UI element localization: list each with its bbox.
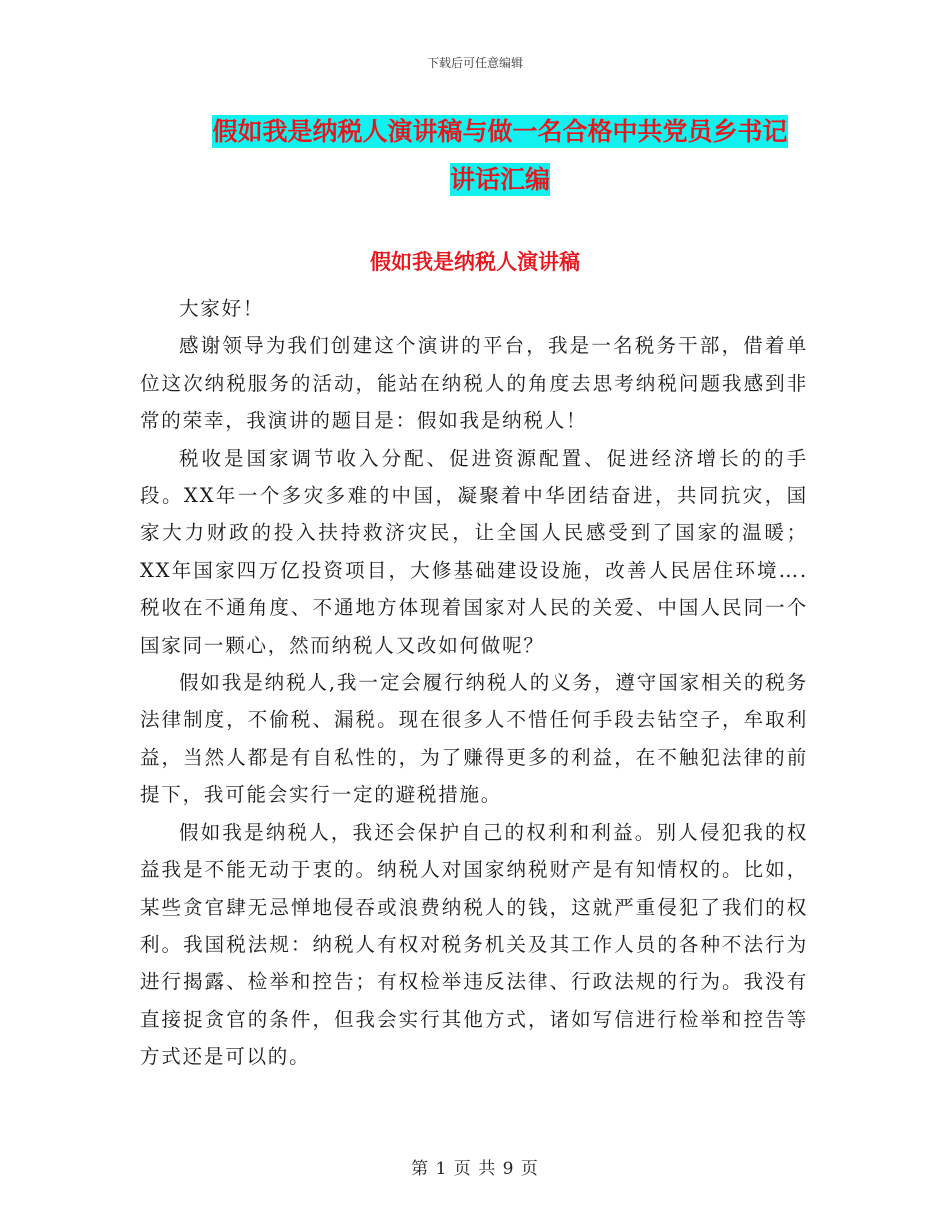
paragraph: 假如我是纳税人,我一定会履行纳税人的义务，遵守国家相关的税务法律制度，不偷税、漏税。现在很多人不惜任何手段去钻空子，牟取利益，当然人都是有自私性的，为了赚得更多的利益，在不触犯法律的前提下，我可能会实行一定的避税措施。 [140, 671, 808, 807]
document-title [150, 108, 850, 204]
header-note: 下载后可任意编辑 [426, 56, 523, 70]
footer-middle: 页 共 [453, 1159, 497, 1179]
document-title-line-1: 假如我是纳税人演讲稿与做一名合格中共党员乡书记 [212, 117, 788, 146]
paragraph-greeting: 大家好！ [179, 297, 265, 320]
document-title-line-2: 讲话汇编 [449, 165, 550, 194]
paragraph: 税收是国家调节收入分配、促进资源配置、促进经济增长的的手段。XX年一个多灾多难的中国，凝聚着中华团结奋进，共同抗灾，国家大力财政的投入扶持救济灾民，让全国人民感受到了国家的温暖；XX年国家四万亿投资项目，大修基础建设设施，改善人民居住环境….税收在不通角度、不通地方体现着国家对人民的关爱、中国人民同一个国家同一颗心，然而纳税人又改如何做呢？ [140, 446, 808, 657]
footer-page-number: 1 [435, 1159, 448, 1179]
footer-suffix: 页 [520, 1159, 539, 1179]
body-text [140, 290, 808, 1076]
paragraph: 感谢领导为我们创建这个演讲的平台，我是一名税务干部，借着单位这次纳税服务的活动，能站在纳税人的角度去思考纳税问题我感到非常的荣幸，我演讲的题目是：假如我是纳税人！ [140, 334, 808, 433]
footer-total-pages: 9 [502, 1159, 515, 1179]
paragraph: 假如我是纳税人，我还会保护自己的权利和利益。别人侵犯我的权益我是不能无动于衷的。纳税人对国家纳税财产是有知情权的。比如，某些贪官肆无忌惮地侵吞或浪费纳税人的钱，这就严重侵犯了我们的权利。我国税法规：纳税人有权对税务机关及其工作人员的各种不法行为进行揭露、检举和控告；有权检举违反法律、行政法规的行为。我没有直接捉贪官的条件，但我会实行其他方式，诸如写信进行检举和控告等方式还是可以的。 [140, 820, 808, 1069]
section-title: 假如我是纳税人演讲稿 [370, 250, 580, 274]
page-footer [0, 1154, 950, 1179]
footer-prefix: 第 [411, 1159, 430, 1179]
